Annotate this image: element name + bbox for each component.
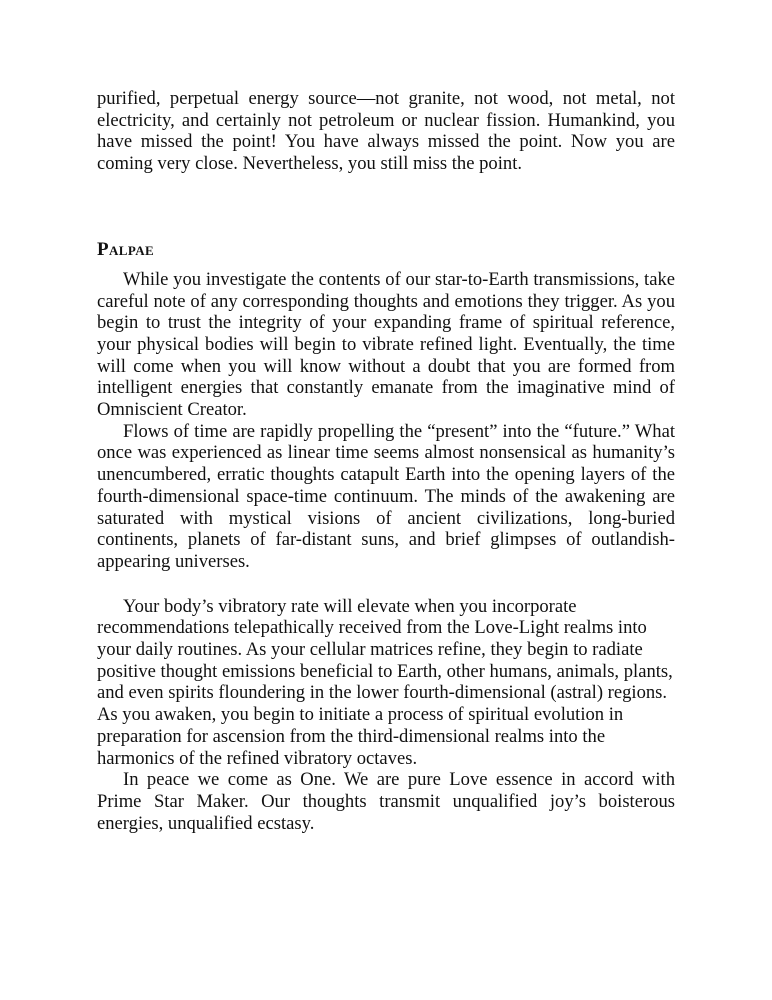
body-paragraph-3: Your body’s vibratory rate will elevate when you incorporate recommendations telepathically received from the Love-Light realms into your daily routines. As your cellular matrices refine, they begin to radiate positive thought emissions beneficial to Earth, other humans, animals, plants, and even spirits floundering in the lower fourth-dimensional (astral) regions. As you awaken, you begin to initiate a process of spiritual evolution in preparation for ascension from the third-dimensional realms into the harmonics of the refined vibratory octaves. xyxy=(97,595,673,769)
intro-paragraph: purified, perpetual energy source—not granite, not wood, not metal, not electricity, and certainly not petroleum or nuclear fission. Humankind, you have missed the point! You have always missed the point. Now you are coming very close. Nevertheless, you still miss the point. xyxy=(97,88,675,175)
body-paragraph-2: Flows of time are rapidly propelling the “present” into the “future.” What once was experienced as linear time seems almost nonsensical as humanity’s unencumbered, erratic thoughts catapult Earth into the opening layers of the fourth-dimensional space-time continuum. The minds of the awakening are saturated with mystical visions of ancient civilizations, long-buried continents, planets of far-distant suns, and brief glimpses of outlandish-appearing universes. xyxy=(97,420,675,572)
body-paragraph-1: While you investigate the contents of our star-to-Earth transmissions, take careful note of any corresponding thoughts and emotions they trigger. As you begin to trust the integrity of your expanding frame of spiritual reference, your physical bodies will begin to vibrate refined light. Eventually, the time will come when you will know without a doubt that you are formed from intelligent energies that constantly emanate from the imaginative mind of Omniscient Creator. xyxy=(97,268,675,421)
body-paragraph-4: In peace we come as One. We are pure Love essence in accord with Prime Star Maker. Our thoughts transmit unqualified joy’s boisterous energies, unqualified ecstasy. xyxy=(97,769,675,834)
document-page xyxy=(97,88,675,834)
section-heading: Palpae xyxy=(97,238,155,260)
